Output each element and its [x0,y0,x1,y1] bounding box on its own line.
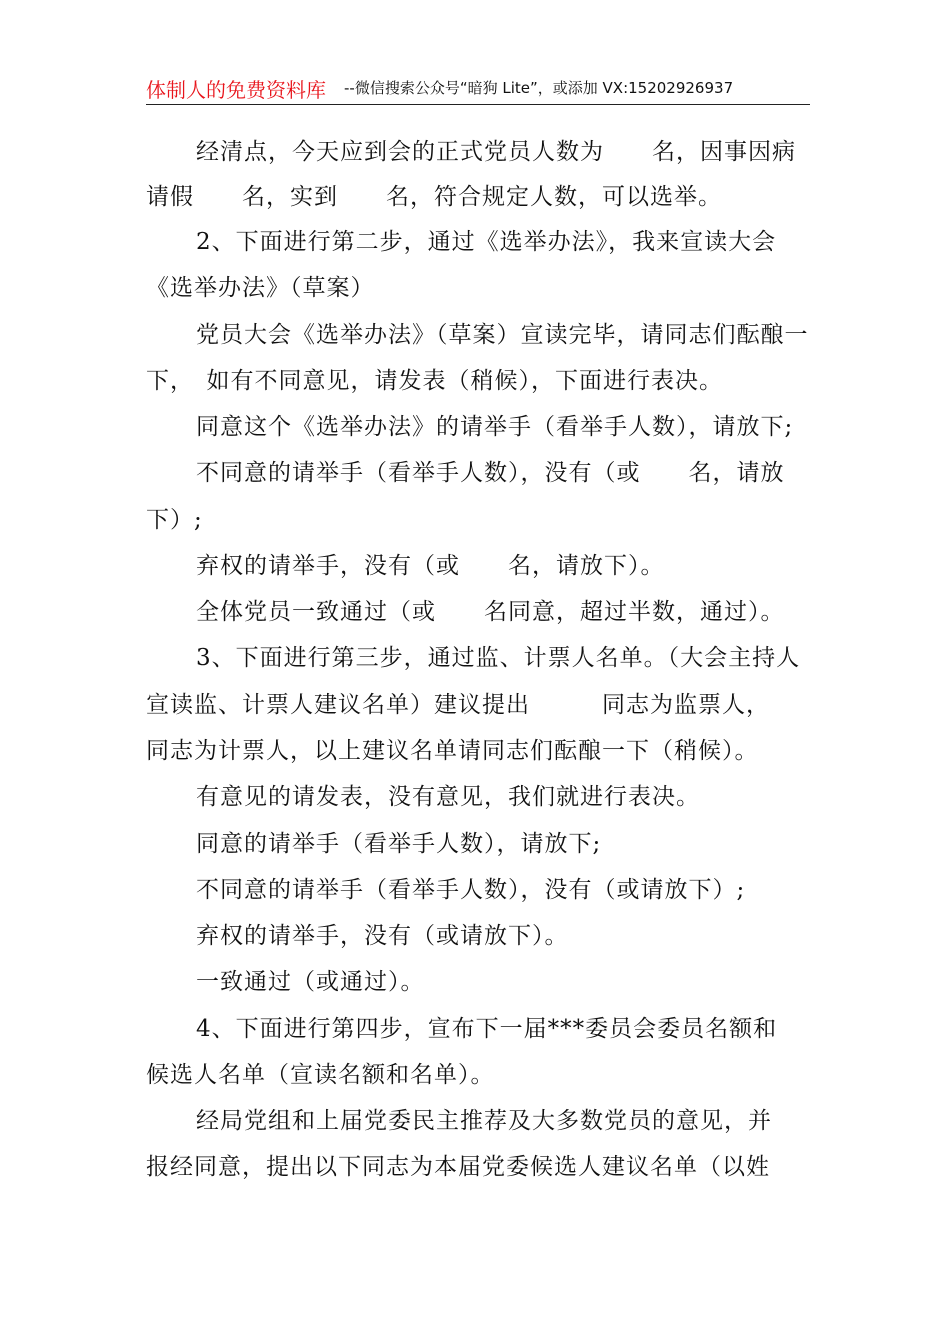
paragraph-line: 3、下面进行第三步，通过监、计票人名单。（大会主持人 [196,645,801,671]
paragraph-line: 不同意的请举手（看举手人数），没有（或请放下）; [196,877,746,903]
paragraph-line: 经清点，今天应到会的正式党员人数为 名，因事因病 [196,139,796,165]
paragraph-line: 弃权的请举手，没有（或请放下）。 [196,923,569,949]
paragraph-line: 全体党员一致通过（或 名同意，超过半数，通过）。 [196,599,785,625]
page-header [146,72,810,105]
paragraph-line: 下， 如有不同意见，请发表（稍候），下面进行表决。 [146,368,723,394]
paragraph-line: 弃权的请举手，没有（或 名，请放下）。 [196,553,665,579]
paragraph-line: 同意的请举手（看举手人数），请放下; [196,831,602,857]
paragraph-line: 2、下面进行第二步，通过《选举办法》，我来宣读大会 [196,229,777,255]
paragraph-line: 同意这个《选举办法》的请举手（看举手人数），请放下; [196,414,794,440]
paragraph-line: 经局党组和上届党委民主推荐及大多数党员的意见，并 [196,1108,772,1134]
header-contact-note: --微信搜索公众号“暗狗 Lite”，或添加 VX:15202926937 [344,79,734,97]
header-brand-text: 体制人的免费资料库 [146,78,326,102]
paragraph-line: 不同意的请举手（看举手人数），没有（或 名，请放 [196,460,785,486]
paragraph-line: 党员大会《选举办法》（草案）宣读完毕，请同志们酝酿一 [196,322,809,348]
paragraph-line: 有意见的请发表，没有意见，我们就进行表决。 [196,784,700,810]
paragraph-line: 同志为计票人，以上建议名单请同志们酝酿一下（稍候）。 [146,738,759,764]
paragraph-line: 下）; [146,507,203,533]
paragraph-line: 《选举办法》（草案） [146,275,375,301]
paragraph-line: 4、下面进行第四步，宣布下一届***委员会委员名额和 [196,1016,778,1042]
paragraph-line: 请假 名，实到 名，符合规定人数，可以选举。 [146,184,722,210]
paragraph-line: 宣读监、计票人建议名单）建议提出 同志为监票人， [146,692,770,718]
paragraph-line: 候选人名单（宣读名额和名单）。 [146,1062,495,1088]
paragraph-line: 报经同意，提出以下同志为本届党委候选人建议名单（以姓 [146,1154,770,1180]
paragraph-line: 一致通过（或通过）。 [196,969,425,995]
